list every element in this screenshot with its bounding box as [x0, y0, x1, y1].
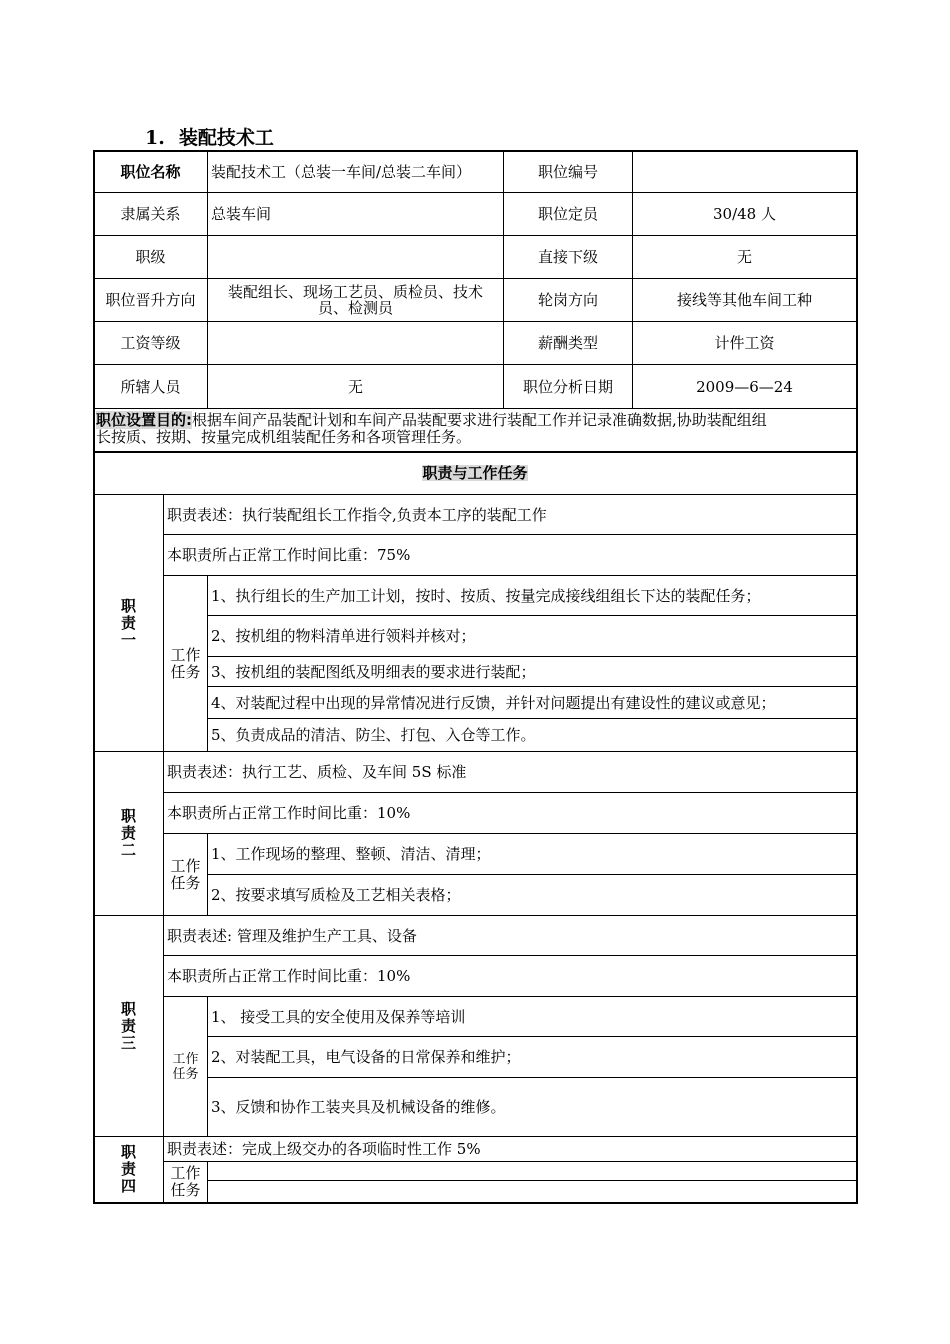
label-subordinates: 直接下级: [537, 248, 598, 266]
duty-3-description: 职责表述: 管理及维护生产工具、设备: [167, 926, 417, 945]
duty-1-label-char: 职: [120, 596, 136, 615]
label-rotation: 轮岗方向: [537, 291, 598, 309]
value-salary-grade: [208, 322, 503, 364]
value-promotion: [208, 279, 503, 321]
duty-1-task-label: [164, 576, 207, 751]
duty-4-label: [94, 1137, 163, 1202]
task-label-line: 工作: [170, 856, 201, 875]
duty-2-ratio: 本职责所占正常工作时间比重：10%: [167, 804, 411, 822]
duty-4-label-char: 责: [120, 1160, 136, 1178]
duty-3-ratio: 本职责所占正常工作时间比重：10%: [167, 967, 411, 985]
row-divider: [93, 408, 858, 409]
duty-2-label-char: 责: [120, 824, 136, 842]
duty-1-label: [94, 495, 163, 751]
duty-3-task-label: [164, 997, 207, 1136]
duty-2-label: [94, 752, 163, 915]
purpose-line-2: 长按质、按期、按量完成机组装配任务和各项管理任务。: [96, 428, 472, 446]
title-text: 装配技术工: [178, 127, 274, 149]
section-header-text: 职责与工作任务: [422, 464, 528, 482]
label-analysis-date: 职位分析日期: [522, 377, 613, 396]
promotion-line-2: 员、检测员: [317, 299, 393, 317]
task-label-line: 任务: [170, 662, 201, 681]
value-rotation: 接线等其他车间工种: [676, 291, 812, 309]
purpose-line-1: 根据车间产品装配计划和车间产品装配要求进行装配工作并记录准确数据,协助装配组组: [192, 411, 767, 429]
value-position-code: [633, 151, 856, 192]
duty-1-task-4: 4、对装配过程中出现的异常情况进行反馈，并针对问题提出有建设性的建议或意见；: [211, 693, 776, 712]
duty-3-task-3: 3、反馈和协作工装夹具及机械设备的维修。: [211, 1098, 506, 1116]
task-label-line: 任务: [170, 1181, 201, 1199]
value-analysis-date: 2009—6—24: [696, 377, 793, 396]
label-affiliation: 隶属关系: [120, 205, 181, 223]
duty-3-task-2: 2、对装配工具，电气设备的日常保养和维护；: [211, 1048, 521, 1066]
duty-4-description: 职责表述：完成上级交办的各项临时性工作 5%: [167, 1140, 481, 1158]
duty-4-task-label: [164, 1162, 207, 1202]
duty-1-description: 职责表述：执行装配组长工作指令,负责本工序的装配工作: [167, 505, 547, 524]
duty-1-task-2: 2、按机组的物料清单进行领料并核对；: [211, 627, 476, 645]
value-position-name: 装配技术工（总装一车间/总装二车间）: [211, 162, 472, 181]
value-pay-type: 计件工资: [714, 334, 775, 352]
label-position-code: 职位编号: [537, 162, 598, 181]
duty-4-task-1: [208, 1162, 856, 1180]
label-headcount: 职位定员: [537, 205, 598, 223]
task-label-line: 任务: [170, 873, 201, 892]
duty-2-description: 职责表述：执行工艺、质检、及车间 5S 标准: [167, 763, 467, 781]
duty-1-label-char: 一: [120, 630, 136, 649]
value-managed-staff: 无: [347, 377, 363, 396]
title-number: 1.: [145, 127, 165, 149]
label-pay-type: 薪酬类型: [537, 334, 598, 352]
value-grade: [208, 236, 503, 278]
duty-4-label-char: 四: [120, 1177, 136, 1195]
section-header: [94, 452, 856, 494]
duty-3-label: [94, 916, 163, 1136]
duty-2-label-char: 职: [120, 807, 136, 825]
task-label-line: 工作: [172, 1051, 199, 1067]
task-label-line: 工作: [170, 645, 201, 664]
duty-4-label-char: 职: [120, 1143, 136, 1161]
task-label-line: 任务: [172, 1066, 199, 1082]
table-border-right: [856, 150, 858, 1203]
page-title: [145, 123, 274, 150]
duty-4-task-2: [208, 1181, 856, 1202]
purpose-block: [96, 412, 856, 446]
duty-2-task-label: [164, 834, 207, 915]
label-position-name: 职位名称: [120, 162, 181, 181]
duty-2-task-1: 1、工作现场的整理、整顿、清洁、清理；: [211, 845, 491, 863]
label-promotion: 职位晋升方向: [105, 291, 196, 309]
duty-3-label-char: 责: [120, 1016, 136, 1035]
value-affiliation: 总装车间: [211, 205, 272, 223]
duty-2-label-char: 二: [120, 841, 136, 859]
duty-1-ratio: 本职责所占正常工作时间比重：75%: [167, 546, 411, 564]
label-grade: 职级: [135, 248, 166, 266]
duty-3-label-char: 职: [120, 999, 136, 1018]
duty-1-label-char: 责: [120, 613, 136, 632]
duty-1-task-3: 3、按机组的装配图纸及明细表的要求进行装配；: [211, 662, 536, 681]
duty-3-task-1: 1、 接受工具的安全使用及保养等培训: [211, 1007, 466, 1026]
value-subordinates: 无: [736, 248, 752, 266]
task-label-line: 工作: [170, 1164, 201, 1182]
duty-1-task-1: 1、执行组长的生产加工计划，按时、按质、按量完成接线组组长下达的装配任务；: [211, 586, 761, 605]
duty-3-label-char: 三: [120, 1033, 136, 1052]
label-salary-grade: 工资等级: [120, 334, 181, 352]
label-managed-staff: 所辖人员: [120, 377, 181, 396]
value-headcount: 30/48 人: [713, 205, 776, 223]
purpose-label: 职位设置目的:: [96, 411, 192, 429]
duty-1-task-5: 5、负责成品的清洁、防尘、打包、入仓等工作。: [211, 726, 536, 744]
promotion-line-1: 装配组长、现场工艺员、质检员、技术: [227, 283, 483, 301]
duty-2-task-2: 2、按要求填写质检及工艺相关表格；: [211, 886, 461, 904]
table-border-bottom: [93, 1202, 858, 1204]
